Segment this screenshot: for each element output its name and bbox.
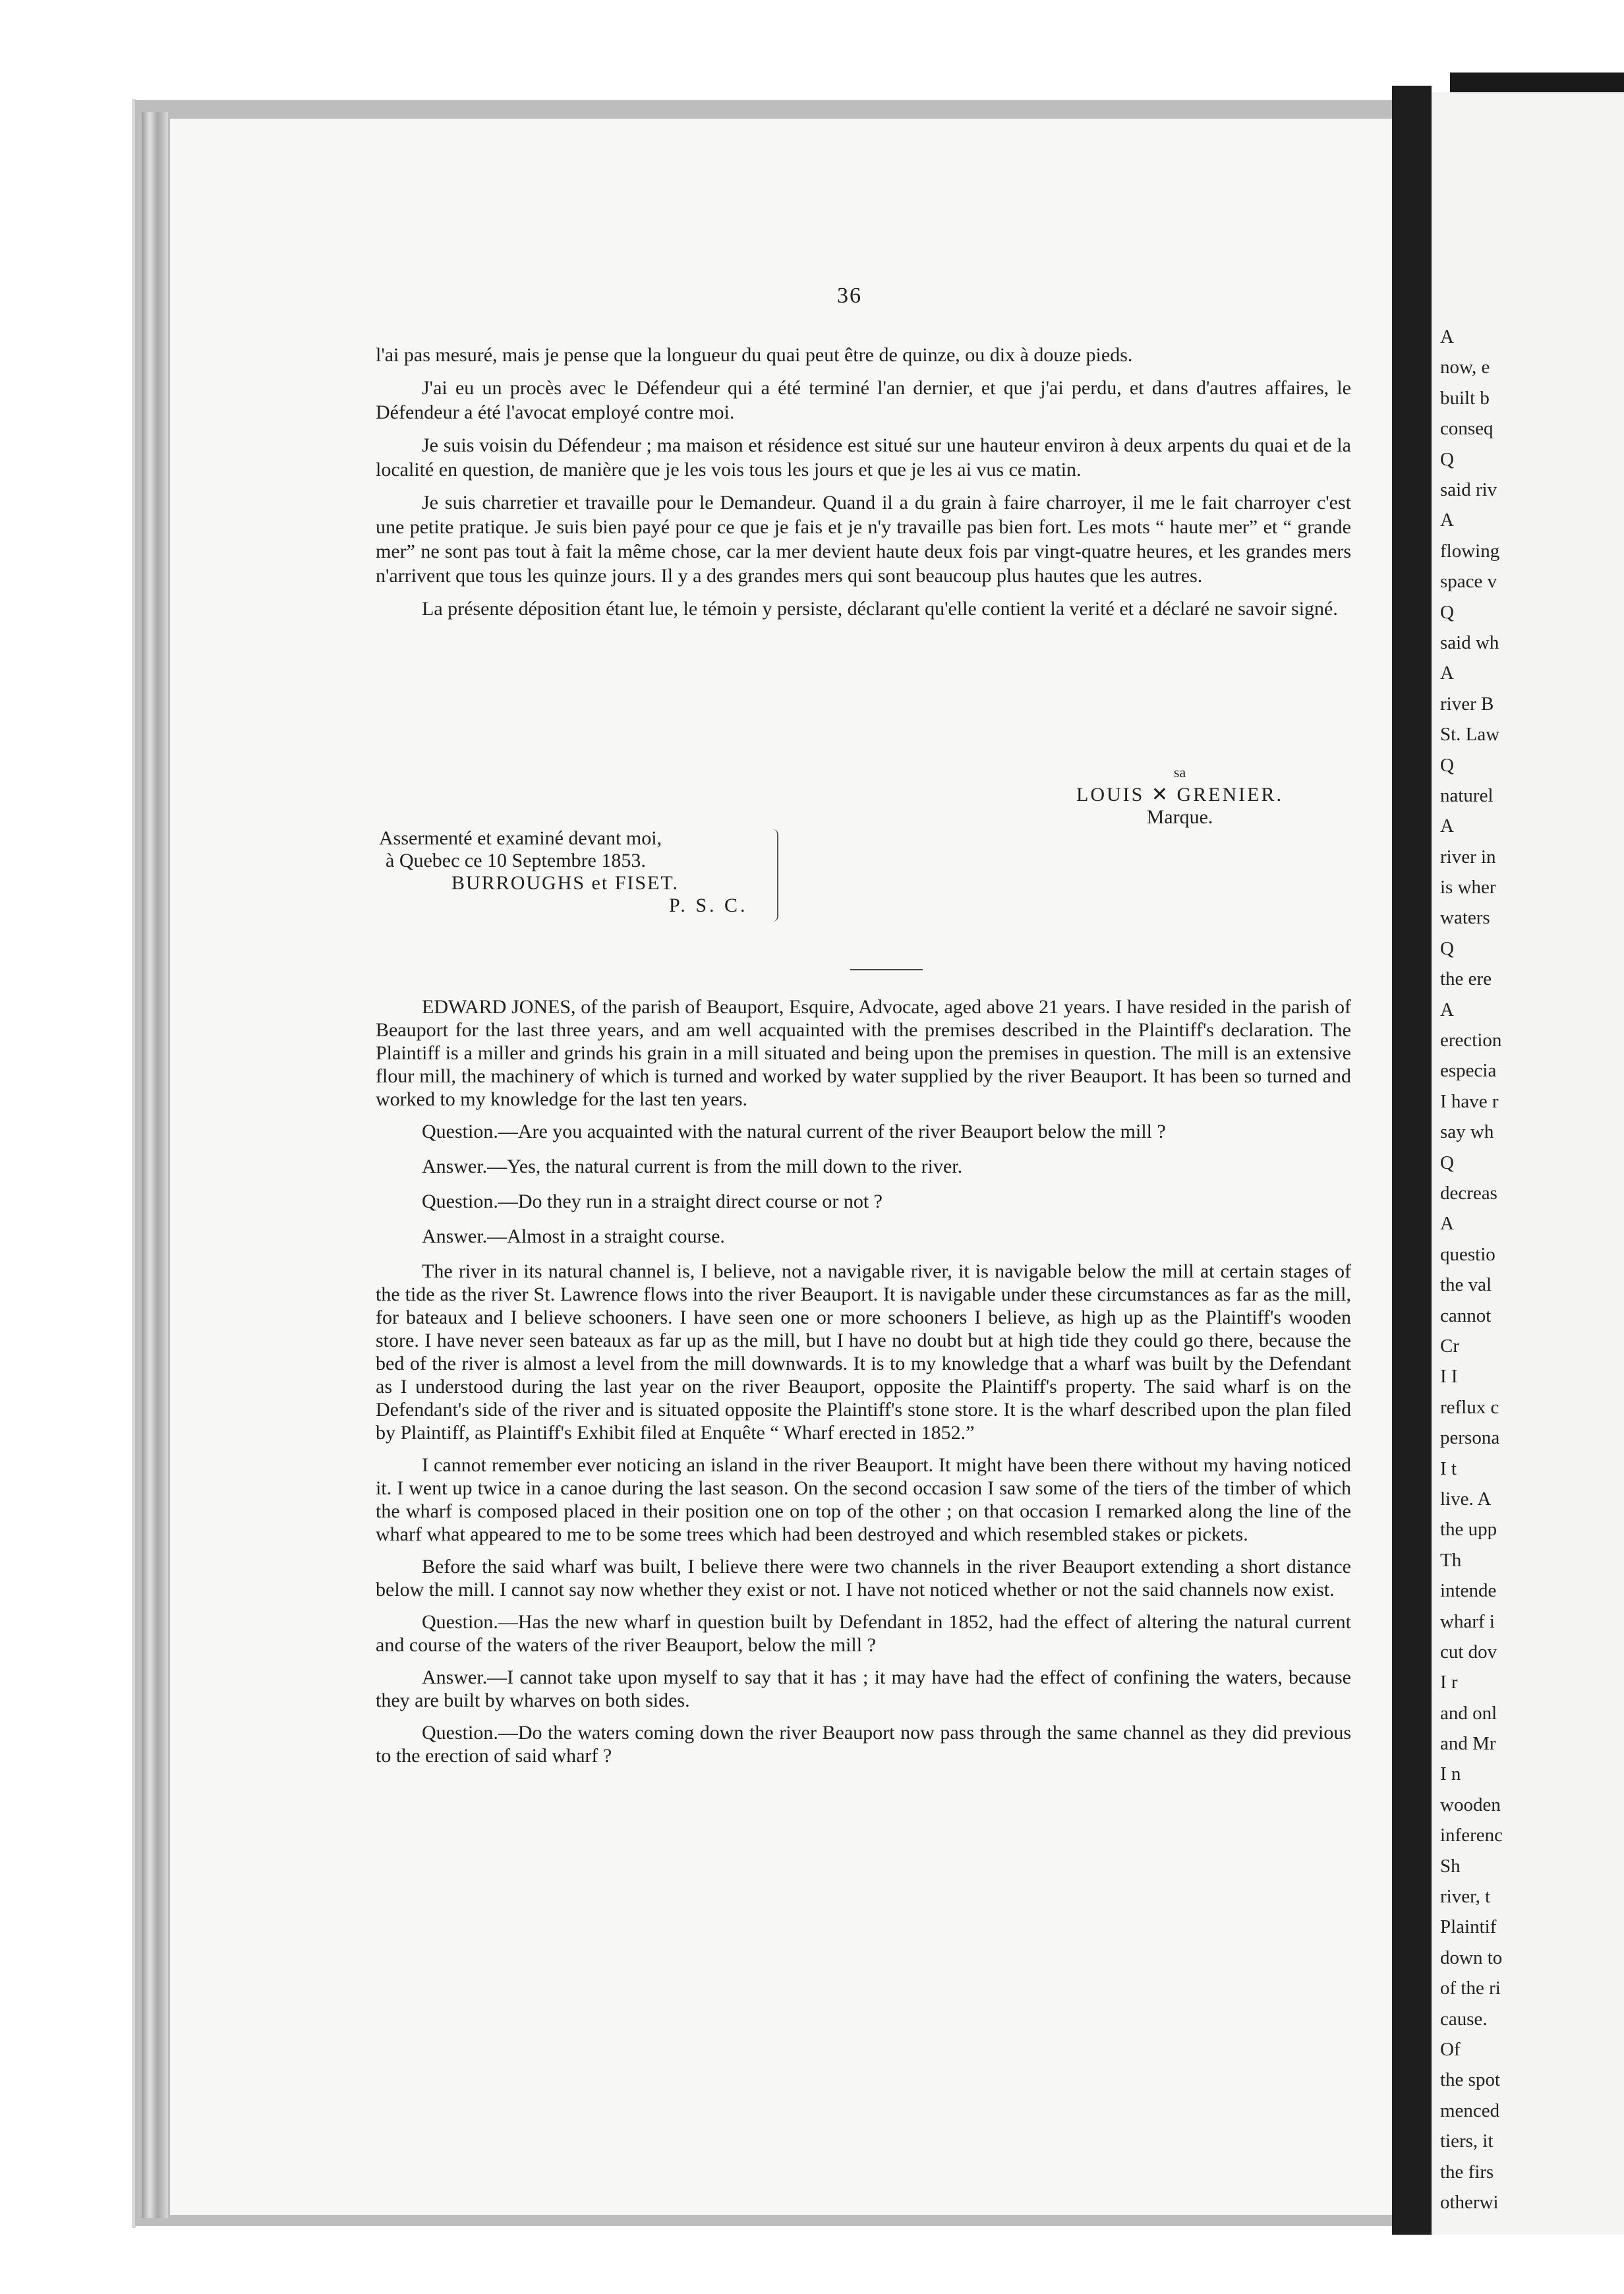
right-page-fragment: A (1440, 510, 1454, 531)
right-page-fragment: Q (1440, 449, 1454, 470)
right-page-fragment: down to (1440, 1947, 1503, 1968)
witness-signature (1041, 761, 1318, 829)
right-page-fragment: live. A (1440, 1488, 1492, 1510)
right-page-fragment: now, e (1440, 357, 1490, 378)
french-deposition-text (376, 343, 1351, 630)
sworn-before-block (379, 827, 774, 917)
right-page-fragment: questio (1440, 1244, 1495, 1265)
right-page-fragment: river in (1440, 846, 1496, 868)
right-page-fragment: river, t (1440, 1886, 1491, 1907)
question: Question.—Do the waters coming down the river Beauport now pass through the same channel as they did previous to the erection of said wharf ? (376, 1722, 1351, 1767)
right-page-fragment: reflux c (1440, 1397, 1499, 1418)
paragraph: La présente déposition étant lue, le témoin y persiste, déclarant qu'elle contient la verité et a déclaré ne savoir signé. (422, 598, 1338, 620)
right-page-fragment: Plaintif (1440, 1916, 1497, 1937)
answer: Answer.—Almost in a straight course. (422, 1225, 725, 1247)
right-page-fragment: cause. (1440, 2009, 1488, 2030)
right-page-fragment: inferenc (1440, 1825, 1503, 1846)
right-page-fragment: A (1440, 1213, 1454, 1234)
page-number: 36 (837, 283, 862, 308)
right-page-fragment: waters (1440, 907, 1490, 928)
witness-name: LOUIS ✕ GRENIER. (1076, 784, 1283, 806)
right-page-fragment: Q (1440, 602, 1454, 623)
right-page-fragment: I r (1440, 1672, 1458, 1693)
answer: Answer.—Yes, the natural current is from the mill down to the river. (422, 1156, 963, 1177)
paragraph: Before the said wharf was built, I believe there were two channels in the river Beauport extending a short distance below the mill. I cannot say now whether they exist or not. I have not noticed whether or not the said channels now exist. (376, 1556, 1351, 1601)
right-page-fragment: the upp (1440, 1519, 1497, 1540)
right-page-fragment: St. Law (1440, 724, 1500, 745)
answer: Answer.—I cannot take upon myself to say that it has ; it may have had the effect of confining the waters, because they are built by wharves on both sides. (376, 1666, 1351, 1711)
right-page-fragment: erection (1440, 1030, 1502, 1051)
right-page-fragment: built b (1440, 388, 1490, 409)
right-page-fragment: I t (1440, 1458, 1457, 1479)
sworn-line: Assermenté et examiné devant moi, (379, 827, 662, 849)
right-page-fragment: A (1440, 662, 1454, 684)
right-page-fragment: I n (1440, 1763, 1461, 1784)
right-page-fragment: A (1440, 999, 1454, 1020)
right-page-fragment: and onl (1440, 1703, 1497, 1724)
right-page-fragment: Cr (1440, 1336, 1459, 1357)
right-page-fragment: Q (1440, 1152, 1454, 1173)
right-page-fragment: the firs (1440, 2162, 1494, 2183)
paragraph: l'ai pas mesuré, mais je pense que la longueur du quai peut être de quinze, ou dix à douze pieds. (376, 344, 1133, 366)
paragraph: J'ai eu un procès avec le Défendeur qui a été terminé l'an dernier, et que j'ai perdu, et dans d'autres affaires, le Défendeur a été l'avocat employé contre moi. (376, 377, 1351, 423)
right-page-fragment: intende (1440, 1580, 1497, 1601)
right-page-fragment: A (1440, 815, 1454, 837)
right-page-fragment: Sh (1440, 1856, 1461, 1877)
right-page-fragment: flowing (1440, 541, 1500, 562)
right-page-fragment: tiers, it (1440, 2131, 1494, 2152)
right-page-fragment: river B (1440, 693, 1494, 715)
right-page-fragment: and Mr (1440, 1733, 1496, 1754)
right-page-fragment: said riv (1440, 479, 1497, 500)
right-page-fragment: Th (1440, 1550, 1462, 1571)
paragraph: The river in its natural channel is, I believe, not a navigable river, it is navigable below the mill at certain stages of the tide as the river St. Lawrence flows into the river Beauport. It is navigable under these circumstances as far as the mill, for bateaux and I believe schooners. I have seen one or more schooners I believe, as high up as the Plaintiff's wooden store. I have never seen bateaux as far up as the mill, but I have no doubt but at high tide they could go there, because the bed of the river is almost a level from the mill downwards. It is to my knowledge that a wharf was built by the Defendant as I understood during the last year on the river Beauport, opposite the Plaintiff's property. The said wharf is on the Defendant's side of the river and is situated opposite the Plaintiff's stone store. It is the wharf described upon the plan filed by Plaintiff, as Plaintiff's Exhibit filed at Enquête “ Wharf erected in 1852.” (376, 1260, 1351, 1444)
english-deposition-text (376, 995, 1351, 1779)
right-page-fragment: I have r (1440, 1091, 1499, 1112)
right-page-fragment: of the ri (1440, 1978, 1501, 1999)
book-gutter (1392, 86, 1432, 2235)
question: Question.—Do they run in a straight direct course or not ? (422, 1191, 883, 1212)
right-page-fragment: wharf i (1440, 1611, 1495, 1632)
paragraph: Je suis charretier et travaille pour le Demandeur. Quand il a du grain à faire charroyer, il me le fait charroyer c'est une petite pratique. Je suis bien payé pour ce que je fais et je n'y travaille pas bien fort. Les mots “ haute mer” et “ grande mer” ne sont pas tout à fait la même chose, car la mer devient haute deux fois par vingt-quatre heures, et les grandes mers n'arrivent que tous les quinze jours. Il y a des grandes mers qui sont beaucoup plus hautes que les autres. (376, 492, 1351, 587)
right-page-fragment: Q (1440, 755, 1454, 776)
paragraph: I cannot remember ever noticing an island in the river Beauport. It might have been there without my having noticed it. I went up twice in a canoe during the last season. On the second occasion I saw some of the tiers of the timber of which the wharf is composed placed in their position one on top of the other ; on that occasion I remarked along the line of the wharf what appeared to me to be some trees which had been destroyed and which resembled stakes or pickets. (376, 1454, 1351, 1545)
page-edge-shadow (142, 112, 168, 2218)
right-page-fragment: the ere (1440, 968, 1492, 989)
right-page-fragment: say wh (1440, 1121, 1494, 1142)
question: Question.—Has the new wharf in question built by Defendant in 1852, had the effect of altering the natural current and course of the waters of the river Beauport, below the mill ? (376, 1611, 1351, 1656)
sworn-line: P. S. C. (669, 895, 748, 916)
question: Question.—Are you acquainted with the natural current of the river Beauport below the mill ? (422, 1121, 1166, 1142)
right-page-fragment: cut dov (1440, 1641, 1497, 1662)
signature-marque: Marque. (1146, 806, 1213, 828)
right-page-fragment: Q (1440, 938, 1454, 959)
right-page-fragment: said wh (1440, 632, 1499, 653)
right-page-fragment: decreas (1440, 1183, 1497, 1204)
paragraph: EDWARD JONES, of the parish of Beauport, Esquire, Advocate, aged above 21 years. I have resided in the parish of Beauport for the last three years, and am well acquainted with the premises described in the Plaintiff's declaration. The Plaintiff is a miller and grinds his grain in a mill situated and being upon the premises in question. The mill is an extensive flour mill, the machinery of which is turned and worked by water supplied by the river Beauport. It has been so turned and worked to my knowledge for the last ten years. (376, 996, 1351, 1110)
right-page-fragment: the spot (1440, 2069, 1501, 2090)
right-page-fragment: Of (1440, 2039, 1461, 2060)
brace-mark (768, 829, 778, 922)
right-page-fragment: otherwi (1440, 2192, 1499, 2213)
right-page-fragment: wooden (1440, 1794, 1501, 1815)
signature-sa: sa (1173, 764, 1186, 780)
sworn-line: à Quebec ce 10 Septembre 1853. (386, 850, 646, 871)
right-page-fragment: naturel (1440, 785, 1494, 806)
sworn-line: BURROUGHS et FISET. (451, 872, 679, 894)
right-page-fragment: I I (1440, 1366, 1458, 1387)
paragraph: Je suis voisin du Défendeur ; ma maison et résidence est situé sur une hauteur environ à deux arpents du quai et de la localité en question, de manière que je les vois tous les jours et que je les ai vus ce matin. (376, 434, 1351, 481)
right-page-fragment: persona (1440, 1427, 1500, 1448)
section-divider (850, 969, 923, 970)
right-page-fragment: the val (1440, 1274, 1492, 1295)
right-page-fragment: cannot (1440, 1305, 1492, 1326)
right-page-fragment: A (1440, 326, 1454, 347)
right-page-fragment: is wher (1440, 877, 1496, 898)
right-page-fragment: menced (1440, 2100, 1500, 2121)
right-page-fragment: space v (1440, 571, 1497, 592)
right-page (1432, 92, 1624, 2235)
right-page-fragment: especia (1440, 1060, 1497, 1081)
right-page-fragment: conseq (1440, 418, 1494, 439)
